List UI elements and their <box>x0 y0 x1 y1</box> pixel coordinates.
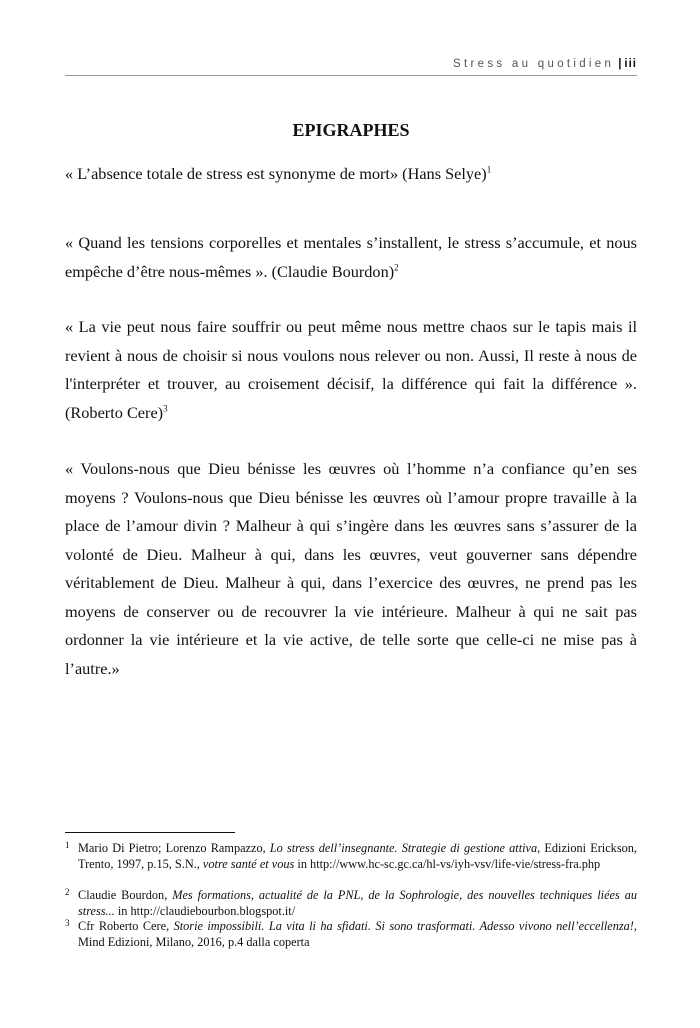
footnote-1-number: 1 <box>65 840 70 850</box>
epigraph-1 <box>65 160 637 189</box>
footnote-2-title: Mes formations, actualité de la PNL, de la Sophrologie, des nouvelles techniques liées au stress... <box>78 888 637 918</box>
footnote-3-number: 3 <box>65 918 70 928</box>
page-number: iii <box>624 58 637 70</box>
epigraph-2 <box>65 229 637 286</box>
footnote-2-number: 2 <box>65 887 70 897</box>
epigraph-2-text: « Quand les tensions corporelles et mentales s’installent, le stress s’accumule, et nous empêche d’être nous-mêmes ». (Claudie Bourdon) <box>65 233 637 281</box>
running-header-separator: | <box>618 58 622 70</box>
footnote-3 <box>65 918 637 950</box>
footnote-1-subtitle: votre santé et vous <box>202 857 295 871</box>
footnote-1-authors: Mario Di Pietro; Lorenzo Rampazzo, <box>78 841 270 855</box>
footnote-2-author: Claudie Bourdon, <box>78 888 173 902</box>
footnote-1-title: Lo stress dell’insegnante. Strategie di gestione attiva <box>269 841 538 855</box>
footnote-1-link[interactable]: in http://www.hc-sc.gc.ca/hl-vs/iyh-vsv/life-vie/stress-fra.php <box>294 857 601 871</box>
footnote-3-title: Storie impossibili. La vita li ha sfidati. Si sono trasformati. Adesso vivono nell’eccellenza! <box>173 919 634 933</box>
footnote-ref-3[interactable]: 3 <box>163 403 168 414</box>
epigraph-3-text: « La vie peut nous faire souffrir ou peut même nous mettre chaos sur le tapis mais il revient à nous de choisir si nous voulons nous relever ou non. Aussi, Il reste à nous de l'interpréter et trouver, au croisement décisif, la différence qui fait la différence ». (Roberto Cere) <box>65 317 637 422</box>
page-title: EPIGRAPHES <box>292 120 410 140</box>
epigraph-4: « Voulons-nous que Dieu bénisse les œuvres où l’homme n’a confiance qu’en ses moyens ? Voulons-nous que Dieu bénisse les œuvres où l’amour propre travaille à la place de l’amour divin ? Malheur à qui s’ingère dans les œuvres sans s’assurer de la volonté de Dieu. Malheur à qui, dans les œuvres, veut gouverner sans dépendre véritablement de Dieu. Malheur à qui, dans l’exercice des œuvres, ne prend pas les moyens de conserver ou de recouvrer la vie intérieure. Malheur à qui ne sait pas ordonner la vie intérieure et la vie active, de telle sorte que celle-ci ne mise pas à l’autre.» <box>65 459 637 678</box>
footnote-1-publisher: , Edizioni Erickson, Trento, 1997, p.15, S.N., <box>78 841 637 871</box>
footnote-divider <box>65 832 235 833</box>
footnote-2 <box>65 887 637 919</box>
epigraph-3 <box>65 313 637 427</box>
footnote-3-publisher: , Mind Edizioni, Milano, 2016, p.4 dalla coperta <box>78 919 637 949</box>
footnote-ref-2[interactable]: 2 <box>394 262 399 273</box>
footnote-ref-1[interactable]: 1 <box>486 164 492 175</box>
epigraph-1-text: « L’absence totale de stress est synonyme de mort» (Hans Selye) <box>65 164 487 183</box>
footnote-2-link[interactable]: in http://claudiebourbon.blogspot.it/ <box>114 904 296 918</box>
running-header-title: Stress au quotidien <box>453 58 615 70</box>
footnote-3-author: Cfr Roberto Cere, <box>78 919 174 933</box>
footnote-1 <box>65 840 637 872</box>
running-header <box>65 58 637 76</box>
